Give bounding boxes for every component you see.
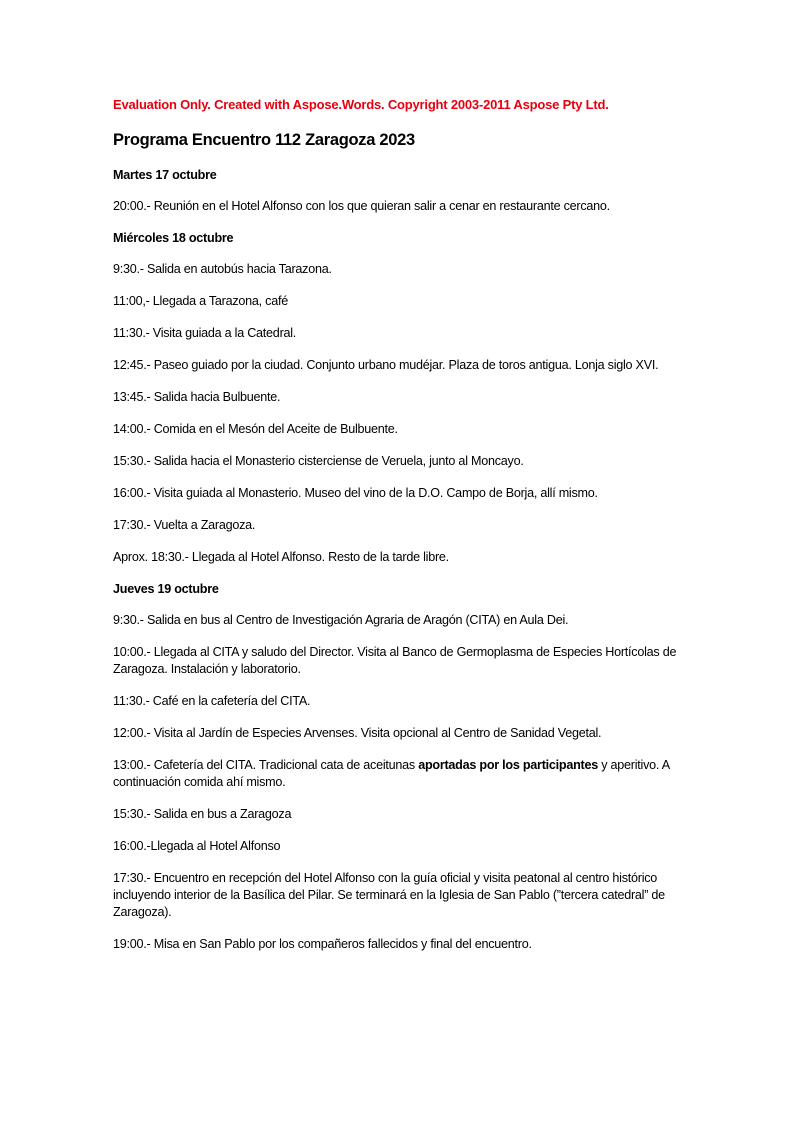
evaluation-watermark: Evaluation Only. Created with Aspose.Words. Copyright 2003-2011 Aspose Pty Ltd.	[113, 97, 609, 112]
item-text-before: 13:00.- Cafetería del CITA. Tradicional cata de aceitunas	[113, 758, 419, 772]
item-bold-text: aportadas por los participantes	[418, 758, 598, 772]
schedule-item: 16:00.-Llegada al Hotel Alfonso	[113, 839, 281, 853]
schedule-item: Aprox. 18:30.- Llegada al Hotel Alfonso. Resto de la tarde libre.	[113, 550, 449, 564]
schedule-item: 9:30.- Salida en autobús hacia Tarazona.	[113, 262, 332, 276]
schedule-item: 9:30.- Salida en bus al Centro de Investigación Agraria de Aragón (CITA) en Aula Dei.	[113, 613, 569, 627]
schedule-item: 12:45.- Paseo guiado por la ciudad. Conjunto urbano mudéjar. Plaza de toros antigua. Lonja siglo XVI.	[113, 358, 659, 372]
day-heading-jueves: Jueves 19 octubre	[113, 582, 219, 596]
schedule-item: 19:00.- Misa en San Pablo por los compañeros fallecidos y final del encuentro.	[113, 937, 532, 951]
day-heading-martes: Martes 17 octubre	[113, 168, 217, 182]
item-text-after: y aperitivo. A continuación comida ahí mismo.	[113, 758, 670, 789]
schedule-item: 17:30.- Encuentro en recepción del Hotel Alfonso con la guía oficial y visita peatonal al centro histórico incluyendo interior de la Basílica del Pilar. Se terminará en la Iglesia de San Pablo (”tercera catedral” de Zaragoza).	[113, 871, 665, 919]
schedule-item: 20:00.- Reunión en el Hotel Alfonso con los que quieran salir a cenar en restaurante cercano.	[113, 199, 610, 213]
schedule-item: 15:30.- Salida hacia el Monasterio cisterciense de Veruela, junto al Moncayo.	[113, 454, 524, 468]
schedule-item: 10:00.- Llegada al CITA y saludo del Director. Visita al Banco de Germoplasma de Especies Hortícolas de Zaragoza. Instalación y laboratorio.	[113, 645, 677, 676]
document-title: Programa Encuentro 112 Zaragoza 2023	[113, 131, 415, 149]
schedule-item: 11:30.- Visita guiada a la Catedral.	[113, 326, 297, 340]
schedule-item-1300	[113, 757, 693, 791]
schedule-item: 15:30.- Salida en bus a Zaragoza	[113, 807, 292, 821]
schedule-item: 11:00,- Llegada a Tarazona, café	[113, 294, 288, 308]
document-page	[113, 96, 693, 953]
schedule-item: 12:00.- Visita al Jardín de Especies Arvenses. Visita opcional al Centro de Sanidad Vegetal.	[113, 726, 602, 740]
day-heading-miercoles: Miércoles 18 octubre	[113, 231, 234, 245]
schedule-item: 17:30.- Vuelta a Zaragoza.	[113, 518, 256, 532]
schedule-item: 16:00.- Visita guiada al Monasterio. Museo del vino de la D.O. Campo de Borja, allí mismo.	[113, 486, 598, 500]
schedule-item: 11:30.- Café en la cafetería del CITA.	[113, 694, 311, 708]
schedule-item: 14:00.- Comida en el Mesón del Aceite de Bulbuente.	[113, 422, 398, 436]
schedule-item: 13:45.- Salida hacia Bulbuente.	[113, 390, 281, 404]
